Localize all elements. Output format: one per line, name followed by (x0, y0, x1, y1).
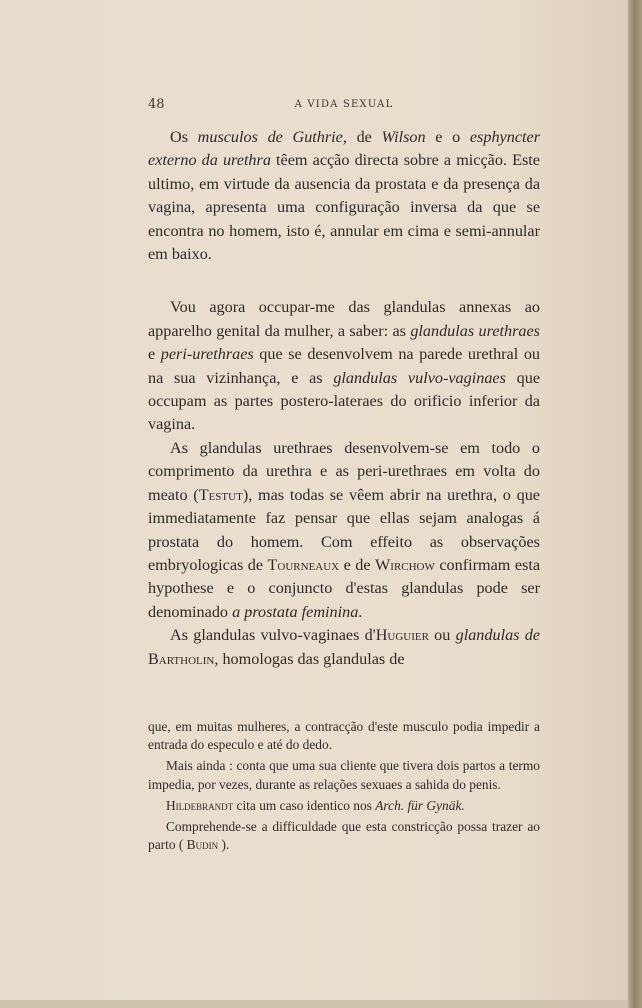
author-name: Hildebrandt (166, 797, 234, 813)
main-text (148, 126, 540, 671)
text-span: ou (428, 626, 456, 645)
text-span: e (148, 345, 161, 364)
paragraph-4 (148, 624, 540, 671)
author-name: Testut (198, 485, 243, 504)
footnote-1: que, em muitas mulheres, a contracção d'este musculo podia impedir a entrada do especulo e até do dedo. (148, 719, 540, 753)
text-span: confirmam esta hypothese e o conjuncto d'estas glandulas pode ser denominado (148, 555, 541, 621)
page-header (148, 97, 540, 113)
text-span: e o (425, 128, 470, 146)
text-span: Os (170, 128, 198, 146)
author-name: Tourneaux (267, 555, 340, 574)
italic-term: glandulas vulvo-vaginaes (333, 368, 506, 387)
text-span: As glandulas urethraes desenvolvem-se em todo o comprimento da urethra e as peri-urethraes em volta do meato ( (148, 438, 540, 504)
text-span: ). (218, 837, 230, 853)
page-edge (628, 0, 642, 1008)
author-name: Huguier (375, 626, 429, 645)
paragraph-1 (148, 126, 540, 266)
text-span: ), mas todas se vêem abrir na urethra, o que immediatamente faz pensar que ellas sejam analogas á prostata do homem. Com effeito as observações embryologicas de (148, 485, 540, 574)
author-name: Bartholin (148, 649, 215, 668)
footnote-4 (148, 818, 540, 854)
author-name: Budin (186, 837, 219, 853)
footnotes (148, 718, 540, 854)
paragraph-2 (148, 296, 540, 436)
text-span: têem acção directa sobre a micção. Este ultimo, em virtude da ausencia da prostata e da presença da vagina, apresenta uma configuração inversa da que se encontra no homem, isto é, annular em cima e semi-annular em baixo. (148, 151, 540, 264)
author-name: Wirchow (375, 555, 435, 574)
italic-term: esphyncter externo da urethra (148, 128, 540, 170)
italic-term: a prostata feminina (232, 602, 359, 621)
italic-term: Wilson (381, 128, 426, 146)
text-span: que occupam as partes postero-lateraes do orificio inferior da vagina. (148, 368, 541, 434)
italic-term: glandulas urethraes (410, 321, 540, 340)
text-span: cita um caso identico nos (233, 797, 376, 813)
text-span: . (358, 602, 363, 621)
text-span: Comprehende-se a difficuldade que esta constricção possa trazer ao parto ( (148, 819, 540, 853)
footnote-3 (148, 797, 540, 815)
journal-title: Arch. für Gynäk. (375, 797, 465, 813)
text-span: que se desenvolvem na parede urethral ou na sua vizinhança, e as (148, 345, 541, 387)
text-span: e de (339, 555, 375, 574)
page-number: 48 (148, 97, 165, 112)
text-span: As glandulas vulvo-vaginaes d' (170, 626, 376, 645)
text-span: Vou agora occupar-me das glandulas annexas ao apparelho genital da mulher, a saber: as (148, 298, 540, 340)
italic-term: glandulas de (455, 626, 541, 645)
italic-term: musculos de Guthrie, (197, 128, 347, 146)
footnote-2: Mais ainda : conta que uma sua cliente que tivera dois partos a termo impedia, por vezes, durante as relações sexuaes a sahida do penis. (148, 758, 540, 792)
italic-term: peri-urethraes (160, 345, 254, 364)
text-span: , homologas das glandulas de (214, 649, 405, 668)
paragraph-3 (148, 437, 540, 624)
text-span: de (346, 128, 382, 146)
running-title: A VIDA SEXUAL (294, 99, 394, 110)
